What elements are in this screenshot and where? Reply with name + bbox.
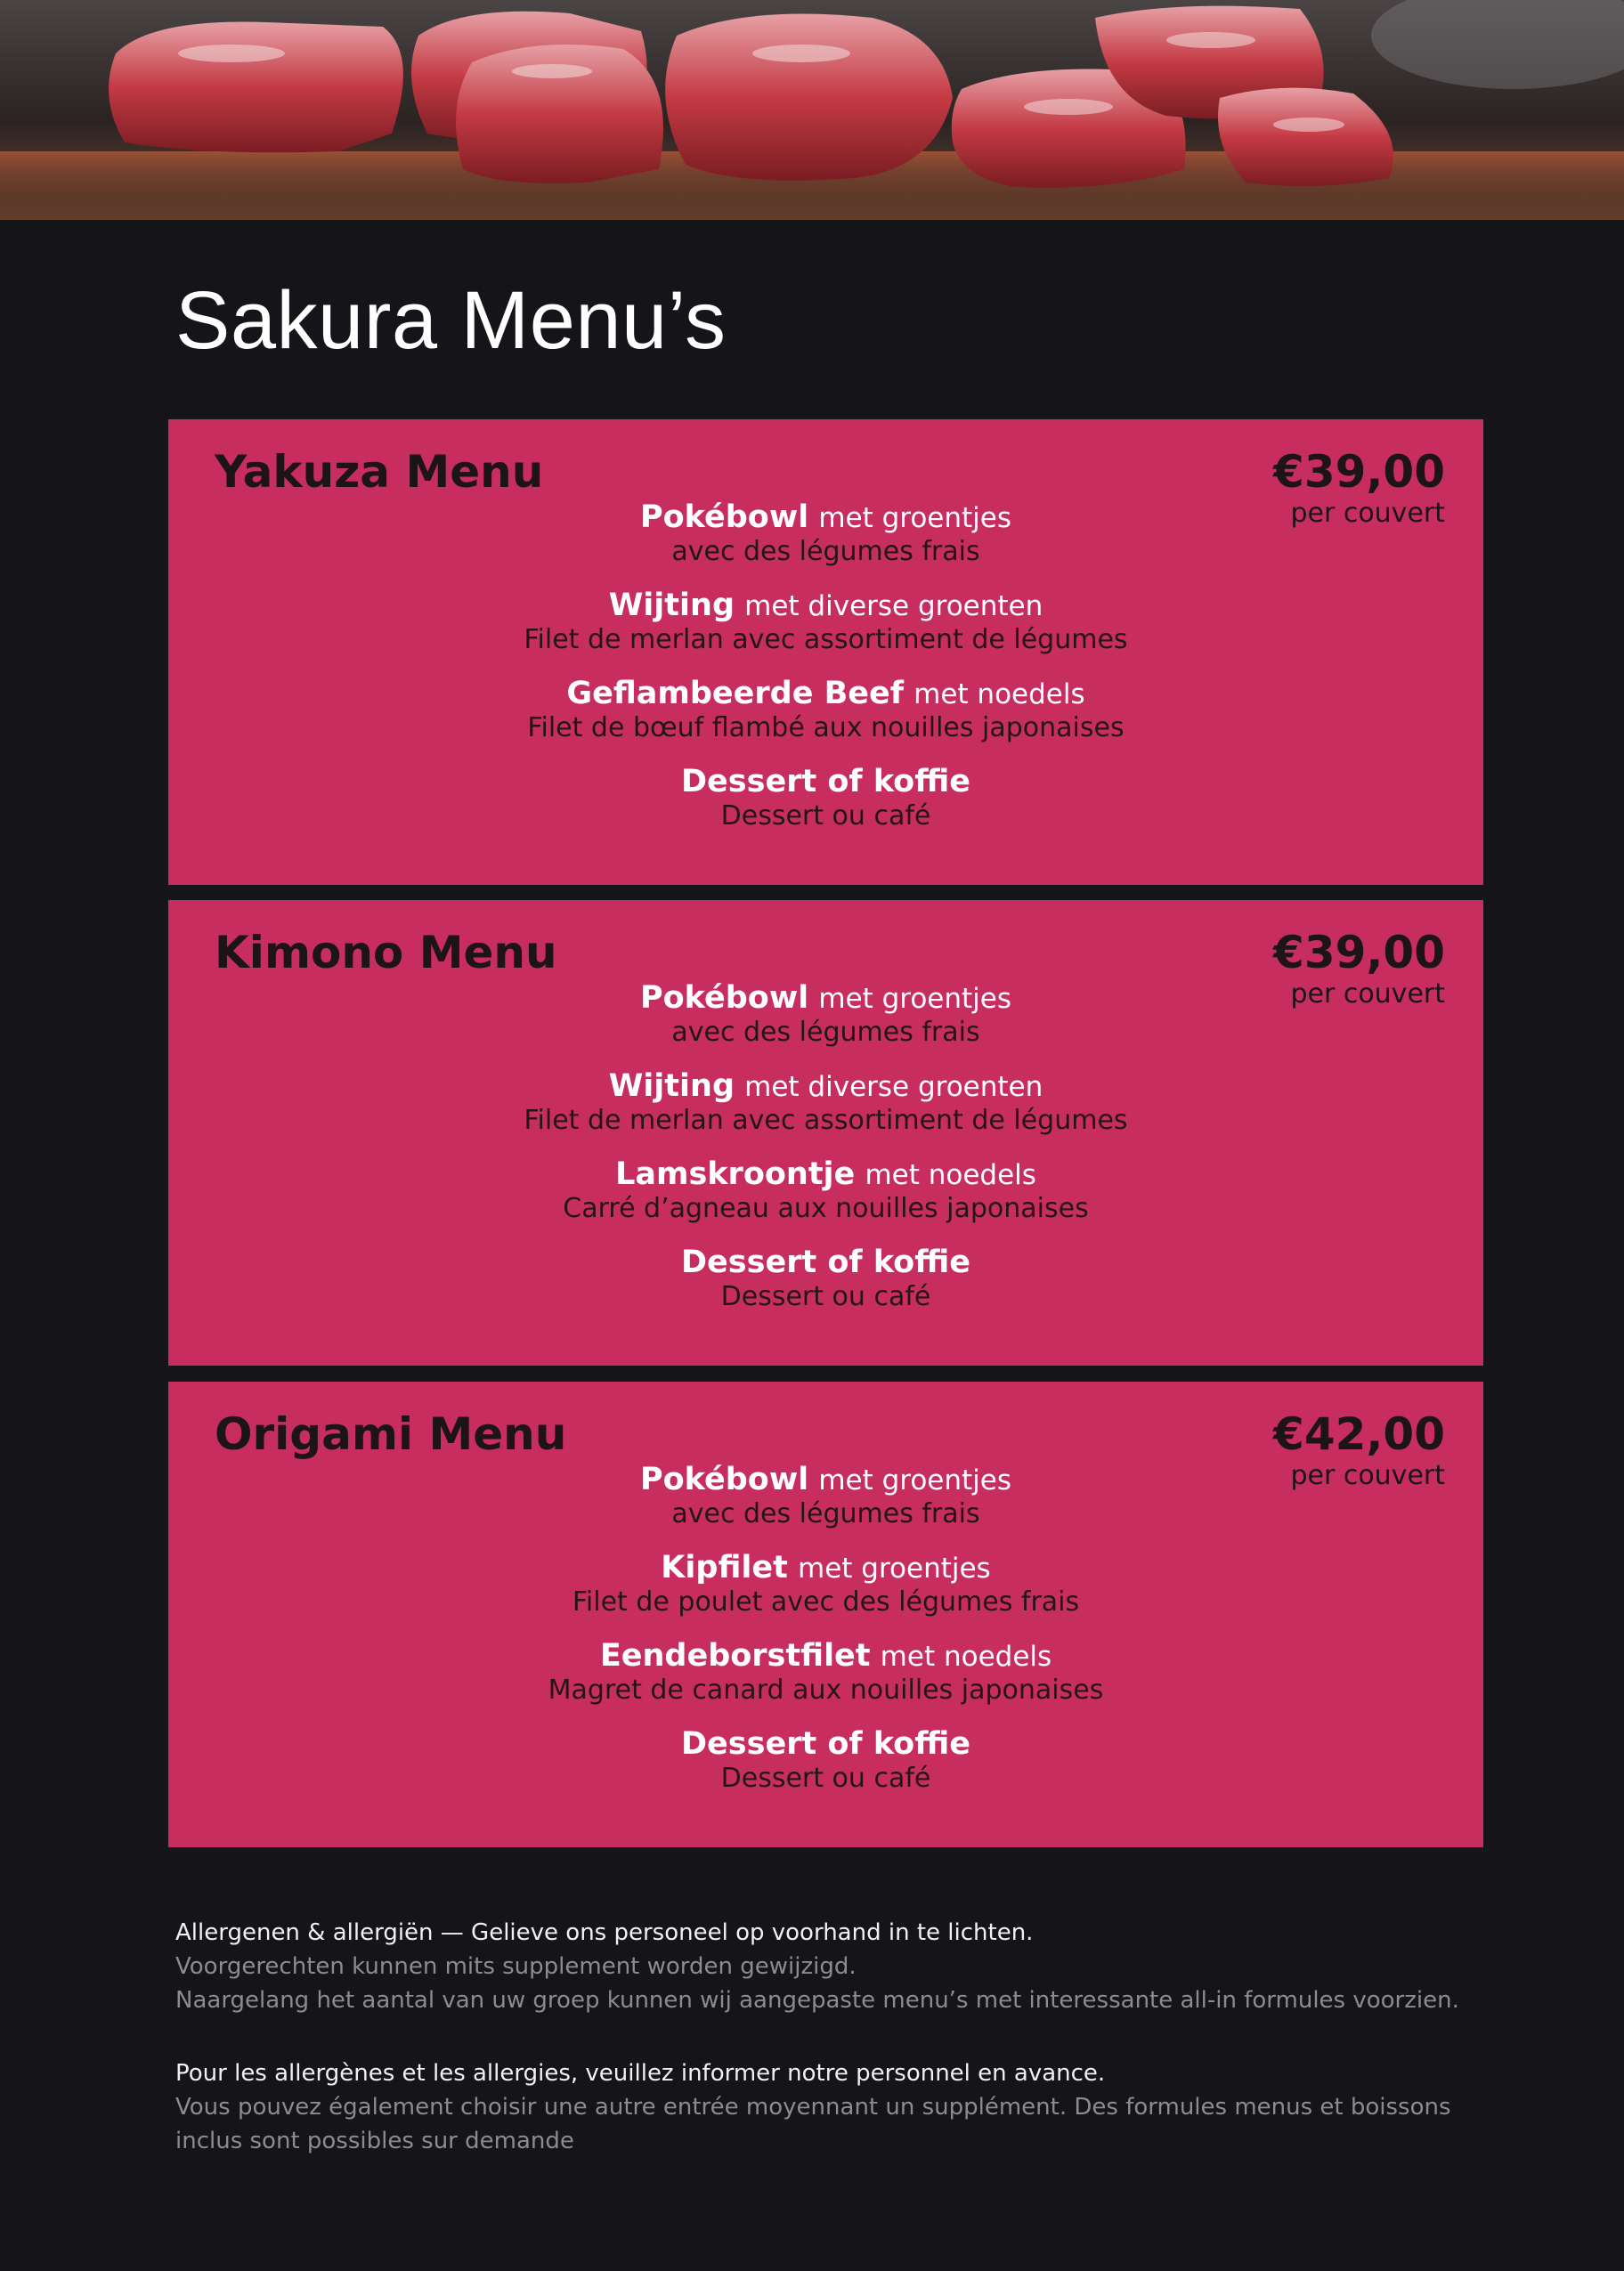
note-nl-1: Voorgerechten kunnen mits supplement worden gewijzigd.	[175, 1953, 857, 1980]
course-name: Eendeborstfilet	[599, 1638, 871, 1674]
page-title: Sakura Menu’s	[175, 275, 727, 366]
course-name: Geflambeerde Beef	[566, 676, 905, 711]
menu-name: Kimono Menu	[215, 927, 557, 978]
course-side: met groentjes	[798, 1553, 991, 1585]
course-french: avec des légumes frais	[671, 1017, 980, 1048]
course-side: met groentjes	[818, 502, 1012, 534]
price-amount: €39,00	[1273, 927, 1445, 978]
course-french: Filet de bœuf flambé aux nouilles japonaises	[527, 712, 1125, 743]
menu-name: Origami Menu	[215, 1408, 567, 1460]
course-french: avec des légumes frais	[671, 1498, 980, 1529]
course-item	[168, 588, 1483, 656]
price-amount: €42,00	[1273, 1408, 1445, 1460]
menu-card-origami	[168, 1382, 1483, 1847]
course-item	[168, 1638, 1483, 1707]
allergen-note-fr: Pour les allergènes et les allergies, veuillez informer notre personnel en avance.	[175, 2060, 1106, 2087]
course-side: met groentjes	[818, 1464, 1012, 1496]
price-unit: per couvert	[1290, 1460, 1445, 1491]
course-item	[168, 676, 1483, 744]
note-nl-2: Naargelang het aantal van uw groep kunnen wij aangepaste menu’s met interessante all-in formules voorzien.	[175, 1987, 1459, 2014]
course-french: Dessert ou café	[720, 800, 931, 831]
price-unit: per couvert	[1290, 978, 1445, 1010]
course-item	[168, 499, 1483, 568]
menu-name: Yakuza Menu	[215, 446, 544, 498]
course-name: Pokébowl	[639, 1462, 809, 1497]
price-amount: €39,00	[1273, 446, 1445, 498]
course-name: Pokébowl	[639, 980, 809, 1016]
course-item	[168, 1726, 1483, 1795]
footer-notes	[175, 1916, 1466, 2158]
course-item	[168, 764, 1483, 832]
course-item	[168, 1068, 1483, 1137]
course-french: Magret de canard aux nouilles japonaises	[548, 1675, 1104, 1706]
course-name: Kipfilet	[661, 1550, 788, 1586]
price-unit: per couvert	[1290, 498, 1445, 529]
menu-card-kimono	[168, 900, 1483, 1366]
course-side: met diverse groenten	[744, 590, 1043, 622]
course-french: Filet de merlan avec assortiment de légumes	[524, 1105, 1128, 1136]
note-fr-2: inclus sont possibles sur demande	[175, 2128, 574, 2154]
course-side: met noedels	[914, 678, 1085, 710]
note-fr-1: Vous pouvez également choisir une autre entrée moyennant un supplément. Des formules menus et boissons	[175, 2094, 1451, 2121]
course-list	[168, 980, 1483, 1333]
course-name: Dessert of koffie	[681, 764, 970, 799]
course-french: Carré d’agneau aux nouilles japonaises	[563, 1193, 1089, 1224]
course-item	[168, 1245, 1483, 1313]
course-name: Wijting	[608, 588, 735, 623]
course-item	[168, 1156, 1483, 1225]
course-french: Dessert ou café	[720, 1281, 931, 1312]
course-list	[168, 499, 1483, 852]
course-name: Dessert of koffie	[681, 1245, 970, 1280]
course-item	[168, 1550, 1483, 1618]
course-side: met diverse groenten	[744, 1071, 1043, 1103]
course-list	[168, 1462, 1483, 1814]
course-french: Dessert ou café	[720, 1763, 931, 1794]
course-name: Pokébowl	[639, 499, 809, 535]
course-name: Wijting	[608, 1068, 735, 1104]
course-french: avec des légumes frais	[671, 536, 980, 567]
course-name: Lamskroontje	[615, 1156, 856, 1192]
course-side: met noedels	[880, 1641, 1052, 1673]
course-item	[168, 1462, 1483, 1530]
course-item	[168, 980, 1483, 1049]
course-french: Filet de poulet avec des légumes frais	[572, 1586, 1080, 1618]
course-side: met groentjes	[818, 983, 1012, 1015]
course-name: Dessert of koffie	[681, 1726, 970, 1762]
allergen-note-nl: Allergenen & allergiën — Gelieve ons personeel op voorhand in te lichten.	[175, 1919, 1034, 1946]
menu-card-yakuza	[168, 419, 1483, 885]
course-side: met noedels	[865, 1159, 1036, 1191]
course-french: Filet de merlan avec assortiment de légumes	[524, 624, 1128, 655]
hero-photo-grilled-steaks	[0, 0, 1624, 220]
